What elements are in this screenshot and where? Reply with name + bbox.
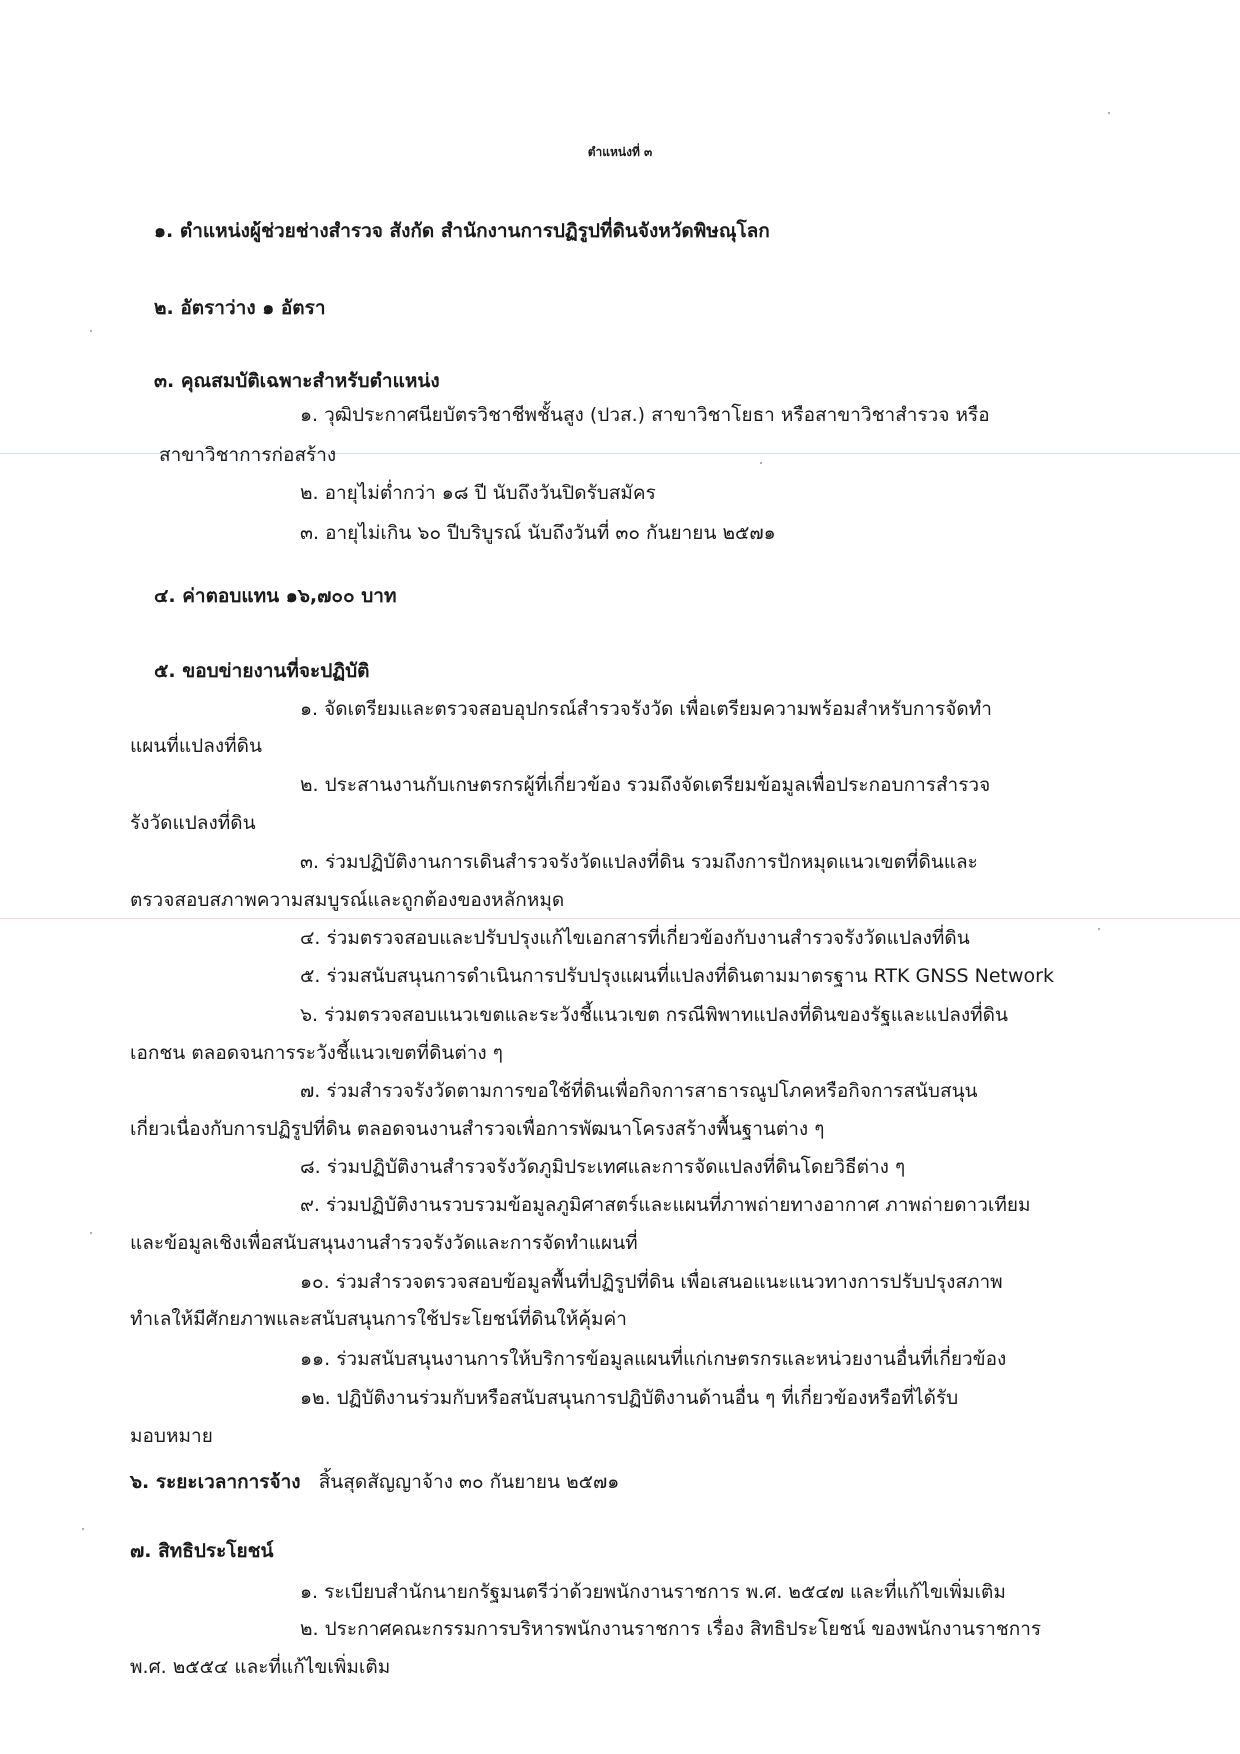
section-1-position: ๑. ตำแหน่งผู้ช่วยช่างสำรวจ สังกัด สำนักงานการปฏิรูปที่ดินจังหวัดพิษณุโลก [154,220,770,242]
scan-speck [1098,928,1100,930]
duty-line: รังวัดแปลงที่ดิน [130,812,256,834]
scan-speck [82,1528,84,1530]
duty-line: ๘. ร่วมปฏิบัติงานสำรวจรังวัดภูมิประเทศและการจัดแปลงที่ดินโดยวิธีต่าง ๆ [300,1156,906,1178]
duty-line: ๗. ร่วมสำรวจรังวัดตามการขอใช้ที่ดินเพื่อกิจการสาธารณูปโภคหรือกิจการสนับสนุน [300,1080,978,1102]
duty-line: เกี่ยวเนื่องกับการปฏิรูปที่ดิน ตลอดจนงานสำรวจเพื่อการพัฒนาโครงสร้างพื้นฐานต่าง ๆ [130,1118,825,1140]
duty-line: ทำเลให้มีศักยภาพและสนับสนุนการใช้ประโยชน์ที่ดินให้คุ้มค่า [130,1308,627,1330]
scan-speck [90,1232,92,1234]
duty-line: ๙. ร่วมปฏิบัติงานรวบรวมข้อมูลภูมิศาสตร์และแผนที่ภาพถ่ายทางอากาศ ภาพถ่ายดาวเทียม [300,1194,1031,1216]
duty-line: ๓. ร่วมปฏิบัติงานการเดินสำรวจรังวัดแปลงที่ดิน รวมถึงการปักหมุดแนวเขตที่ดินและ [300,851,978,873]
scan-speck [90,330,92,332]
page-title: ตำแหน่งที่ ๓ [587,145,653,159]
section-5-heading: ๕. ขอบข่ายงานที่จะปฏิบัติ [154,660,370,682]
duty-line: มอบหมาย [130,1425,213,1447]
duty-line: ๑๑. ร่วมสนับสนุนงานการให้บริการข้อมูลแผนที่แก่เกษตรกรและหน่วยงานอื่นที่เกี่ยวข้อง [300,1348,1007,1370]
benefit-line: พ.ศ. ๒๕๕๔ และที่แก้ไขเพิ่มเติม [130,1656,391,1678]
section-6-text: สิ้นสุดสัญญาจ้าง ๓๐ กันยายน ๒๕๗๑ [318,1471,620,1493]
duty-line: ๔. ร่วมตรวจสอบและปรับปรุงแก้ไขเอกสารที่เกี่ยวข้องกับงานสำรวจรังวัดแปลงที่ดิน [300,927,970,949]
section-6-heading: ๖. ระยะเวลาการจ้าง [130,1471,301,1493]
scan-line [0,918,1240,919]
duty-line: เอกชน ตลอดจนการระวังชี้แนวเขตที่ดินต่าง ๆ [130,1042,503,1064]
duty-line: ๖. ร่วมตรวจสอบแนวเขตและระวังชี้แนวเขต กรณีพิพาทแปลงที่ดินของรัฐและแปลงที่ดิน [300,1004,1008,1026]
section-6-duration [130,1470,619,1494]
duty-line: และข้อมูลเชิงเพื่อสนับสนุนงานสำรวจรังวัดและการจัดทำแผนที่ [130,1232,638,1254]
section-7-heading: ๗. สิทธิประโยชน์ [130,1540,274,1562]
duty-line: ๕. ร่วมสนับสนุนการดำเนินการปรับปรุงแผนที่แปลงที่ดินตามมาตรฐาน RTK GNSS Network [300,965,1054,987]
section-2-vacancy: ๒. อัตราว่าง ๑ อัตรา [154,297,326,319]
qualification-1: ๑. วุฒิประกาศนียบัตรวิชาชีพชั้นสูง (ปวส.) สาขาวิชาโยธา หรือสาขาวิชาสำรวจ หรือ [300,404,990,426]
duty-line: ตรวจสอบสภาพความสมบูรณ์และถูกต้องของหลักหมุด [130,889,565,911]
section-3-heading: ๓. คุณสมบัติเฉพาะสำหรับตำแหน่ง [154,370,440,392]
qualification-2: ๒. อายุไม่ต่ำกว่า ๑๘ ปี นับถึงวันปิดรับสมัคร [300,482,656,504]
benefit-line: ๒. ประกาศคณะกรรมการบริหารพนักงานราชการ เรื่อง สิทธิประโยชน์ ของพนักงานราชการ [300,1618,1042,1640]
duty-line: ๑๒. ปฏิบัติงานร่วมกับหรือสนับสนุนการปฏิบัติงานด้านอื่น ๆ ที่เกี่ยวข้องหรือที่ได้รับ [300,1387,959,1409]
duty-line: ๑. จัดเตรียมและตรวจสอบอุปกรณ์สำรวจรังวัด เพื่อเตรียมความพร้อมสำหรับการจัดทำ [300,698,992,720]
duty-line: ๒. ประสานงานกับเกษตรกรผู้ที่เกี่ยวข้อง รวมถึงจัดเตรียมข้อมูลเพื่อประกอบการสำรวจ [300,774,991,796]
section-4-compensation: ๔. ค่าตอบแทน ๑๖,๗๐๐ บาท [154,585,397,607]
scan-speck [760,462,762,464]
qualification-1-cont: สาขาวิชาการก่อสร้าง [159,444,337,466]
qualification-3: ๓. อายุไม่เกิน ๖๐ ปีบริบูรณ์ นับถึงวันที่ ๓๐ กันยายน ๒๕๗๑ [300,522,776,544]
duty-line: แผนที่แปลงที่ดิน [130,735,262,757]
benefit-line: ๑. ระเบียบสำนักนายกรัฐมนตรีว่าด้วยพนักงานราชการ พ.ศ. ๒๕๔๗ และที่แก้ไขเพิ่มเติม [300,1581,1006,1603]
duty-line: ๑๐. ร่วมสำรวจตรวจสอบข้อมูลพื้นที่ปฏิรูปที่ดิน เพื่อเสนอแนะแนวทางการปรับปรุงสภาพ [300,1271,1003,1293]
scan-speck [1108,112,1110,114]
